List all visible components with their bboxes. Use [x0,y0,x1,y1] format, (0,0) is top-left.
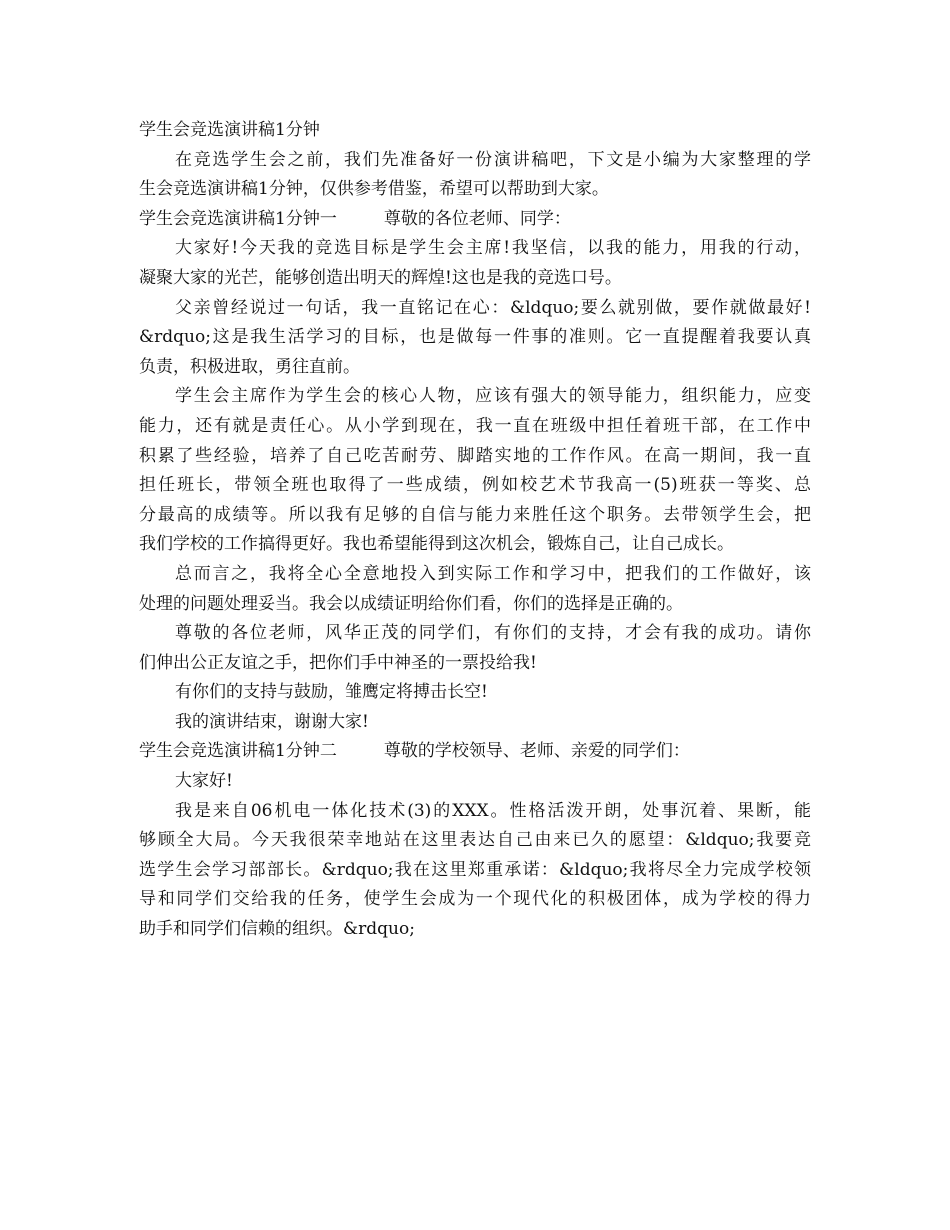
paragraph-line: 够顾全大局。今天我很荣幸地站在这里表达自己由来已久的愿望：&ldquo;我要竞 [139,830,811,851]
paragraph-line: 负责，积极进取，勇往直前。 [139,356,360,377]
paragraph-line: 我们学校的工作搞得更好。我也希望能得到这次机会，锻炼自己，让自己成长。 [139,534,734,555]
section-1-heading: 学生会竞选演讲稿1分钟一 [139,208,337,229]
paragraph-line: 大家好! [175,771,233,792]
section-2-heading: 学生会竞选演讲稿1分钟二 [139,741,337,762]
section-1-salutation: 尊敬的各位老师、同学： [383,208,571,229]
paragraph-line: 分最高的成绩等。所以我有足够的自信与能力来胜任这个职务。去带领学生会，把 [139,504,811,525]
paragraph-line: 我是来自06机电一体化技术(3)的XXX。性格活泼开朗，处事沉着、果断，能 [175,800,811,821]
paragraph-line: 大家好!今天我的竞选目标是学生会主席!我坚信，以我的能力，用我的行动， [175,238,811,259]
paragraph-line: 导和同学们交给我的任务，使学生会成为一个现代化的积极团体，成为学校的得力 [139,889,811,910]
intro-line: 生会竞选演讲稿1分钟，仅供参考借鉴，希望可以帮助到大家。 [139,179,609,200]
paragraph-line: 选学生会学习部部长。&rdquo;我在这里郑重承诺：&ldquo;我将尽全力完成学校领 [139,859,811,880]
paragraph-line: 处理的问题处理妥当。我会以成绩证明给你们看，你们的选择是正确的。 [139,593,683,614]
paragraph-line: 我的演讲结束，谢谢大家! [175,711,369,732]
paragraph-line: 总而言之，我将全心全意地投入到实际工作和学习中，把我们的工作做好，该 [175,563,811,584]
section-heading-line [139,737,811,767]
paragraph-line: 能力，还有就是责任心。从小学到现在，我一直在班级中担任着班干部，在工作中 [139,415,811,436]
section-heading-line [139,205,811,235]
paragraph-line: 尊敬的各位老师，风华正茂的同学们，有你们的支持，才会有我的成功。请你 [175,623,811,644]
paragraph-line: 助手和同学们信赖的组织。&rdquo; [139,919,415,940]
section-2-salutation: 尊敬的学校领导、老师、亲爱的同学们： [383,741,690,762]
intro-line: 在竞选学生会之前，我们先准备好一份演讲稿吧，下文是小编为大家整理的学 [175,149,811,170]
paragraph-line: &rdquo;这是我生活学习的目标，也是做每一件事的准则。它一直提醒着我要认真 [139,327,811,348]
paragraph-line: 担任班长，带领全班也取得了一些成绩，例如校艺术节我高一(5)班获一等奖、总 [139,475,811,496]
document-body [139,116,811,945]
paragraph-line: 积累了些经验，培养了自己吃苦耐劳、脚踏实地的工作作风。在高一期间，我一直 [139,445,811,466]
paragraph-line: 有你们的支持与鼓励，雏鹰定将搏击长空! [175,682,488,703]
paragraph-line: 凝聚大家的光芒，能够创造出明天的辉煌!这也是我的竞选口号。 [139,267,622,288]
paragraph-line: 们伸出公正友谊之手，把你们手中神圣的一票投给我! [139,652,537,673]
paragraph-line: 学生会主席作为学生会的核心人物，应该有强大的领导能力，组织能力，应变 [175,386,811,407]
document-title: 学生会竞选演讲稿1分钟 [139,120,320,140]
paragraph-line: 父亲曾经说过一句话，我一直铭记在心：&ldquo;要么就别做，要作就做最好! [175,297,811,318]
